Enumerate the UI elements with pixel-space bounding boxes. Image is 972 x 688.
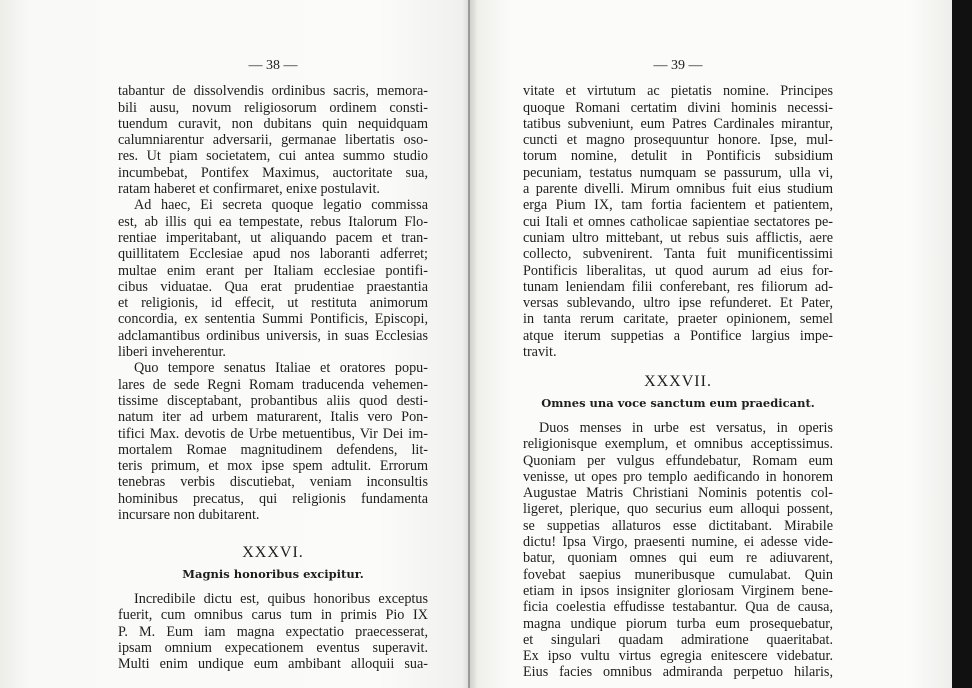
text-line: incumbebat, Pontifex Maximus, auctoritate sua, [118, 164, 428, 181]
text-line: versas sublevando, ultro ipse refunderet. Et Pater, [523, 295, 833, 312]
text-line: lares de sede Regni Romam traducenda vehemen- [118, 376, 428, 393]
paragraph [118, 197, 428, 360]
text-line: Ex ipso vultu virtus egregia enitescere videbatur. [523, 648, 833, 665]
chapter-number: XXXVII. [644, 373, 712, 391]
text-line: a parente divelli. Mirum omnibus fuit eius studium [523, 181, 833, 198]
text-line: et singulari quadam admiratione quaeritabat. [523, 631, 833, 648]
text-line: fovebat saepius muneribusque cumulabat. Quin [523, 566, 833, 583]
text-line: cuncti et magno prosequuntur honore. Ipse, mul- [523, 132, 833, 149]
text-line: mortalem Romae magnitudinem defendens, lit- [118, 441, 428, 458]
text-line: ficia coelestia effudisse testabantur. Qua de causa, [523, 599, 833, 616]
text-line: teris primum, et mox ipse spem adtulit. Errorum [118, 458, 428, 475]
text-line: Multi enim undique eum ambibant alloquii sua- [118, 656, 428, 673]
text-line: Eius facies omnibus admiranda perpetuo hilaris, [523, 664, 833, 681]
text-line: Quo tempore senatus Italiae et oratores popu- [134, 360, 428, 377]
text-line: se suppetias allaturos esse dictitabant. Mirabile [523, 517, 833, 534]
text-line: tifici Max. devotis de Urbe metuentibus, Vir Dei im- [118, 425, 428, 442]
text-line: res. Ut piam societatem, cui antea summo studio [118, 148, 428, 165]
paragraph [118, 360, 428, 523]
text-line: dictu! Ipsa Virgo, praesenti numine, ei adesse vide- [523, 534, 833, 551]
page-number: — 39 — [653, 58, 703, 73]
text-line: Duos menses in urbe est versatus, in operis [539, 419, 833, 436]
left-page-text [118, 58, 428, 672]
text-line: adclamantibus ordinibus universis, in suas Ecclesias [118, 327, 428, 344]
text-line: Augustae Matris Christiani Nominis potentis col- [523, 485, 833, 502]
text-line: incursare non dubitarent. [118, 507, 260, 524]
text-line: tenebras verbis discutiebat, veniam inconsultis [118, 474, 428, 491]
scan-border [952, 0, 972, 688]
text-line: hominibus precatus, qui religionis fundamenta [118, 490, 428, 507]
text-line: quoque Romani certatim divini hominis necessi- [523, 99, 833, 116]
text-line: tuendum curavit, non dubitans quin nequidquam [118, 115, 428, 132]
text-line: multae enim erant per Italiam ecclesiae pontifi- [118, 262, 428, 279]
paragraph [118, 83, 428, 197]
text-line: concordia, ex sententia Summi Pontificis, Episcopi, [118, 311, 428, 328]
text-line: fuerit, cum omnibus carus tum in primis Pio IX [118, 607, 428, 624]
text-line: atque iterum suppetias a Pontifice largius impe- [523, 327, 833, 344]
left-page [0, 0, 470, 688]
text-line: tunam leniendam filii conferebant, res filiorum ad- [523, 278, 833, 295]
text-line: venisse, ut opes pro templo aedificando in honorem [523, 468, 833, 485]
right-page-text [523, 58, 833, 681]
text-line: tissime disceptabant, probantibus aliis quod desti- [118, 392, 428, 409]
text-line: torum nomine, detulit in Pontificis subsidium [523, 148, 833, 165]
text-line: rentiae imperitabant, ut aliquando pacem et tran- [118, 229, 428, 246]
text-line: ligeret, plerique, quo securius eum alloqui possent, [523, 501, 833, 518]
text-line: ratam haberet et confirmaret, enixe postulavit. [118, 181, 380, 198]
text-line: religionisque exemplum, et omnibus acceptissimus. [523, 436, 833, 453]
text-line: Incredibile dictu est, quibus honoribus exceptus [134, 590, 428, 607]
text-line: Ad haec, Ei secreta quoque legatio commissa [134, 197, 428, 214]
text-line: cuniam ultro mittebant, ut rebus suis afflictis, aere [523, 229, 833, 246]
text-line: cui Itali et omnes catholicae sapientiae sectatores pe- [523, 213, 833, 230]
text-line: Quoniam per vulgus effundebatur, Romam eum [523, 452, 833, 469]
text-line: est, ab illis qui ea tempestate, rebus Italorum Flo- [118, 213, 428, 230]
chapter-heading: Magnis honoribus excipitur. [182, 566, 364, 581]
chapter-heading: Omnes una voce sanctum eum praedicant. [541, 395, 815, 410]
text-line: travit. [523, 344, 557, 361]
text-line: natum iter ad urbem maturarent, Italis vero Pon- [118, 409, 428, 426]
text-line: et religionis, id effecit, ut restituta animorum [118, 295, 428, 312]
text-line: vitate et virtutum ac pietatis nomine. Principes [523, 83, 833, 100]
text-line: tabantur de dissolvendis ordinibus sacris, memora- [118, 83, 428, 100]
text-line: bili ausu, novum religiosorum ordinem consti- [118, 99, 428, 116]
text-line: P. M. Eum iam magna expectatio praecesserat, [118, 623, 428, 640]
text-line: cibus viduatae. Qua erat prudentiae praestantia [118, 278, 428, 295]
text-line: magna undique piorum turba eum prosequebatur, [523, 615, 833, 632]
text-line: pecuniam, testatus numquam se passurum, ulla vi, [523, 164, 833, 181]
text-line: etiam in ipsos insigniter gloriosam Virginem bene- [523, 582, 833, 599]
text-line: liberi inveherentur. [118, 344, 226, 361]
text-line: Pontificis liberalitas, ut quod aurum ad eius for- [523, 262, 833, 279]
text-line: ipsam omnium expecationem eventus superavit. [118, 639, 428, 656]
text-line: calumniarentur adversarii, germanae libertatis oso- [118, 132, 428, 149]
page-number: — 38 — [248, 58, 298, 73]
paragraph [118, 591, 428, 672]
text-line: in tanta rerum caritate, praeter opinionem, semel [523, 311, 833, 328]
text-line: erga Pium IX, tam fortia facientem et patientem, [523, 197, 833, 214]
right-page [470, 0, 952, 688]
paragraph [523, 83, 833, 360]
paragraph [523, 420, 833, 681]
text-line: batur, quoniam omnes qui eum re adiuvarent, [523, 550, 833, 567]
text-line: collecto, subvenirent. Tanta fuit munificentissimi [523, 246, 833, 263]
text-line: tatibus subveniunt, eum Patres Cardinales mirantur, [523, 115, 833, 132]
chapter-number: XXXVI. [242, 544, 304, 562]
text-line: quillitatem Ecclesiae apud nos laboranti adferret; [118, 246, 428, 263]
